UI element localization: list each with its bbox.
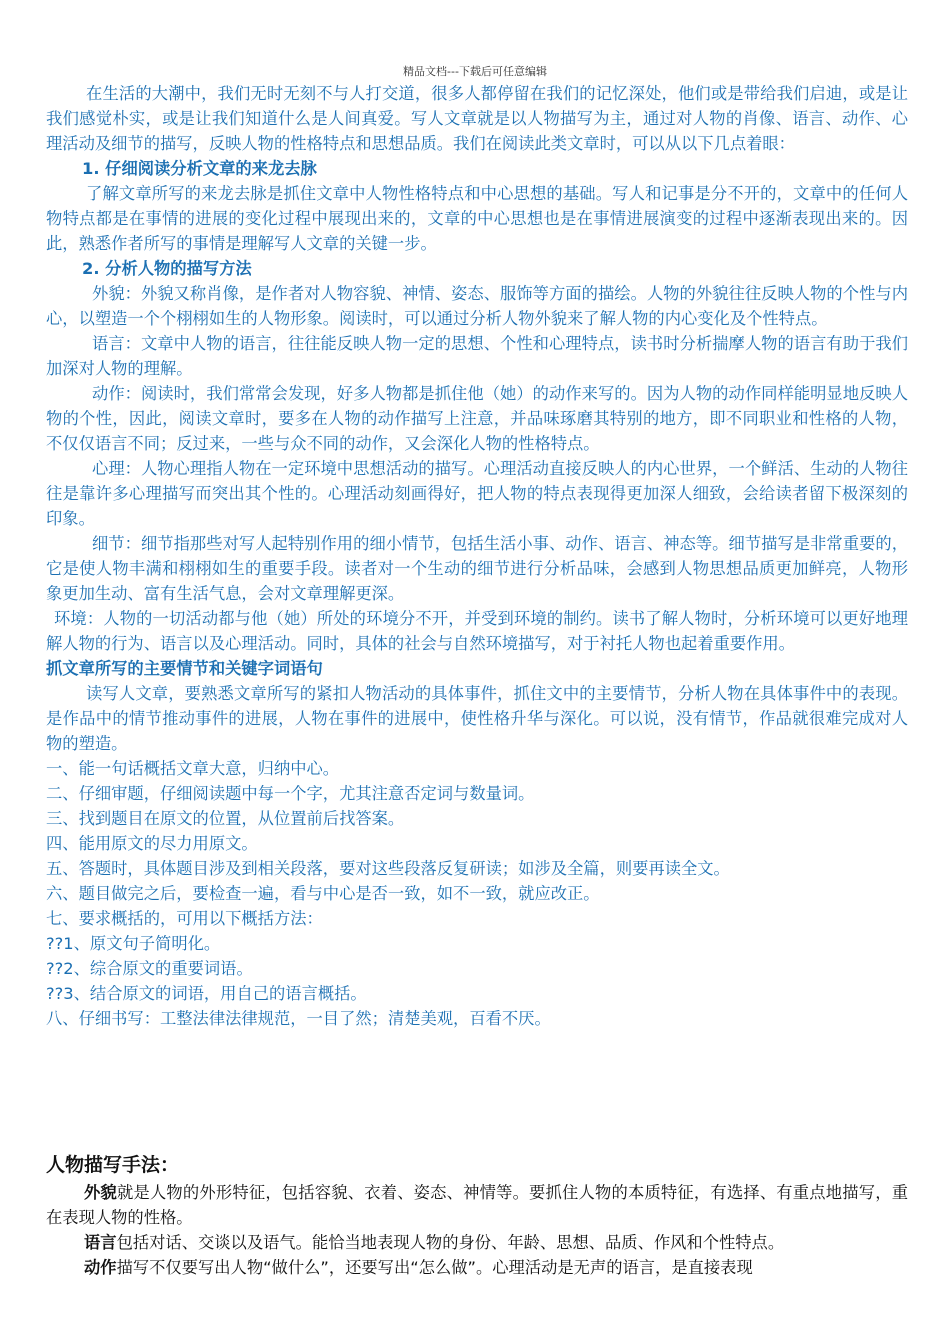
page-header: 精品文档---下载后可任意编辑 bbox=[403, 65, 547, 78]
paragraph-s2-waimao bbox=[46, 1180, 908, 1230]
term-waimao: 外貌 bbox=[84, 1183, 117, 1202]
list-item: 七、要求概括的，可用以下概括方法： bbox=[46, 909, 323, 928]
heading-3: 抓文章所写的主要情节和关键字词语句 bbox=[46, 659, 323, 678]
text-yuyan: 包括对话、交谈以及语气。能恰当地表现人物的身份、年龄、思想、品质、作风和个性特点。 bbox=[116, 1233, 785, 1252]
section-title: 人物描写手法： bbox=[46, 1154, 180, 1176]
list-item: 五、答题时，具体题目涉及到相关段落，要对这些段落反复研读；如涉及全篇，则要再读全文。 bbox=[46, 859, 730, 878]
paragraph-dongzuo: 动作：阅读时，我们常常会发现，好多人物都是抓住他（她）的动作来写的。因为人物的动作同样能明显地反映人物的个性，因此，阅读文章时，要多在人物的动作描写上注意，并品味琢磨其特别的地方，即不同职业和性格的人物，不仅仅语言不同；反过来，一些与众不同的动作，又会深化人物的性格特点。 bbox=[46, 384, 908, 453]
list-item: ??3、结合原文的词语，用自己的语言概括。 bbox=[46, 984, 367, 1003]
list-item: 二、仔细审题，仔细阅读题中每一个字，尤其注意否定词与数量词。 bbox=[46, 784, 535, 803]
list-item: 一、能一句话概括文章大意，归纳中心。 bbox=[46, 759, 340, 778]
paragraph-1: 了解文章所写的来龙去脉是抓住文章中人物性格特点和中心思想的基础。写人和记事是分不开的，文章中的任何人物特点都是在事情的进展的变化过程中展现出来的，文章的中心思想也是在事情进展演变的过程中逐渐表现出来的。因此，熟悉作者所写的事情是理解写人文章的关键一步。 bbox=[46, 184, 908, 253]
text-waimao: 就是人物的外形特征，包括容貌、衣着、姿态、神情等。要抓住人物的本质特征，有选择、有重点地描写，重在表现人物的性格。 bbox=[46, 1183, 908, 1227]
list-item: 六、题目做完之后，要检查一遍，看与中心是否一致，如不一致，就应改正。 bbox=[46, 884, 600, 903]
list-item: 四、能用原文的尽力用原文。 bbox=[46, 834, 258, 853]
intro-paragraph: 在生活的大潮中，我们无时无刻不与人打交道，很多人都停留在我们的记忆深处，他们或是带给我们启迪，或是让我们感觉朴实，或是让我们知道什么是人间真爱。写人文章就是以人物描写为主，通过对人物的肖像、语言、动作、心理活动及细节的描写，反映人物的性格特点和思想品质。我们在阅读此类文章时，可以从以下几点着眼： bbox=[46, 84, 908, 153]
term-dongzuo: 动作 bbox=[84, 1258, 117, 1277]
paragraph-s2-dongzuo bbox=[46, 1255, 908, 1280]
paragraph-xinli: 心理：人物心理指人物在一定环境中思想活动的描写。心理活动直接反映人的内心世界，一个鲜活、生动的人物往往是靠许多心理描写而突出其个性的。心理活动刻画得好，把人物的特点表现得更加深人细致，会给读者留下极深刻的印象。 bbox=[46, 459, 908, 528]
term-yuyan: 语言 bbox=[84, 1233, 117, 1252]
text-dongzuo: 描写不仅要写出人物“做什么”，还要写出“怎么做”。心理活动是无声的语言，是直接表现 bbox=[116, 1258, 753, 1277]
paragraph-waimao: 外貌：外貌又称肖像，是作者对人物容貌、神情、姿态、服饰等方面的描绘。人物的外貌往往反映人物的个性与内心，以塑造一个个栩栩如生的人物形象。阅读时，可以通过分析人物外貌来了解人物的内心变化及个性特点。 bbox=[46, 284, 908, 328]
heading-1: 1. 仔细阅读分析文章的来龙去脉 bbox=[82, 159, 317, 178]
paragraph-yuyan: 语言：文章中人物的语言，往往能反映人物一定的思想、个性和心理特点，读书时分析揣摩人物的语言有助于我们加深对人物的理解。 bbox=[46, 334, 908, 378]
description-methods-section bbox=[46, 1150, 908, 1280]
paragraph-3: 读写人文章，要熟悉文章所写的紧扣人物活动的具体事件，抓住文中的主要情节，分析人物在具体事件中的表现。是作品中的情节推动事件的进展，人物在事件的进展中，使性格升华与深化。可以说，没有情节，作品就很难完成对人物的塑造。 bbox=[46, 684, 908, 753]
reading-guide-section bbox=[46, 81, 908, 1031]
list-item: ??1、原文句子简明化。 bbox=[46, 934, 221, 953]
paragraph-huanjing: 环境：人物的一切活动都与他（她）所处的环境分不开，并受到环境的制约。读书了解人物时，分析环境可以更好地理解人物的行为、语言以及心理活动。同时，具体的社会与自然环境描写，对于衬托人物也起着重要作用。 bbox=[46, 609, 908, 653]
list-item: ??2、综合原文的重要词语。 bbox=[46, 959, 253, 978]
list-item: 八、仔细书写：工整法律法律规范，一目了然；清楚美观，百看不厌。 bbox=[46, 1009, 551, 1028]
paragraph-xijie: 细节：细节指那些对写人起特别作用的细小情节，包括生活小事、动作、语言、神态等。细节描写是非常重要的，它是使人物丰满和栩栩如生的重要手段。读者对一个生动的细节进行分析品味，会感到人物思想品质更加鲜亮，人物形象更加生动、富有生活气息，会对文章理解更深。 bbox=[46, 534, 908, 603]
list-item: 三、找到题目在原文的位置，从位置前后找答案。 bbox=[46, 809, 405, 828]
paragraph-s2-yuyan bbox=[46, 1230, 908, 1255]
heading-2: 2. 分析人物的描写方法 bbox=[82, 259, 252, 278]
